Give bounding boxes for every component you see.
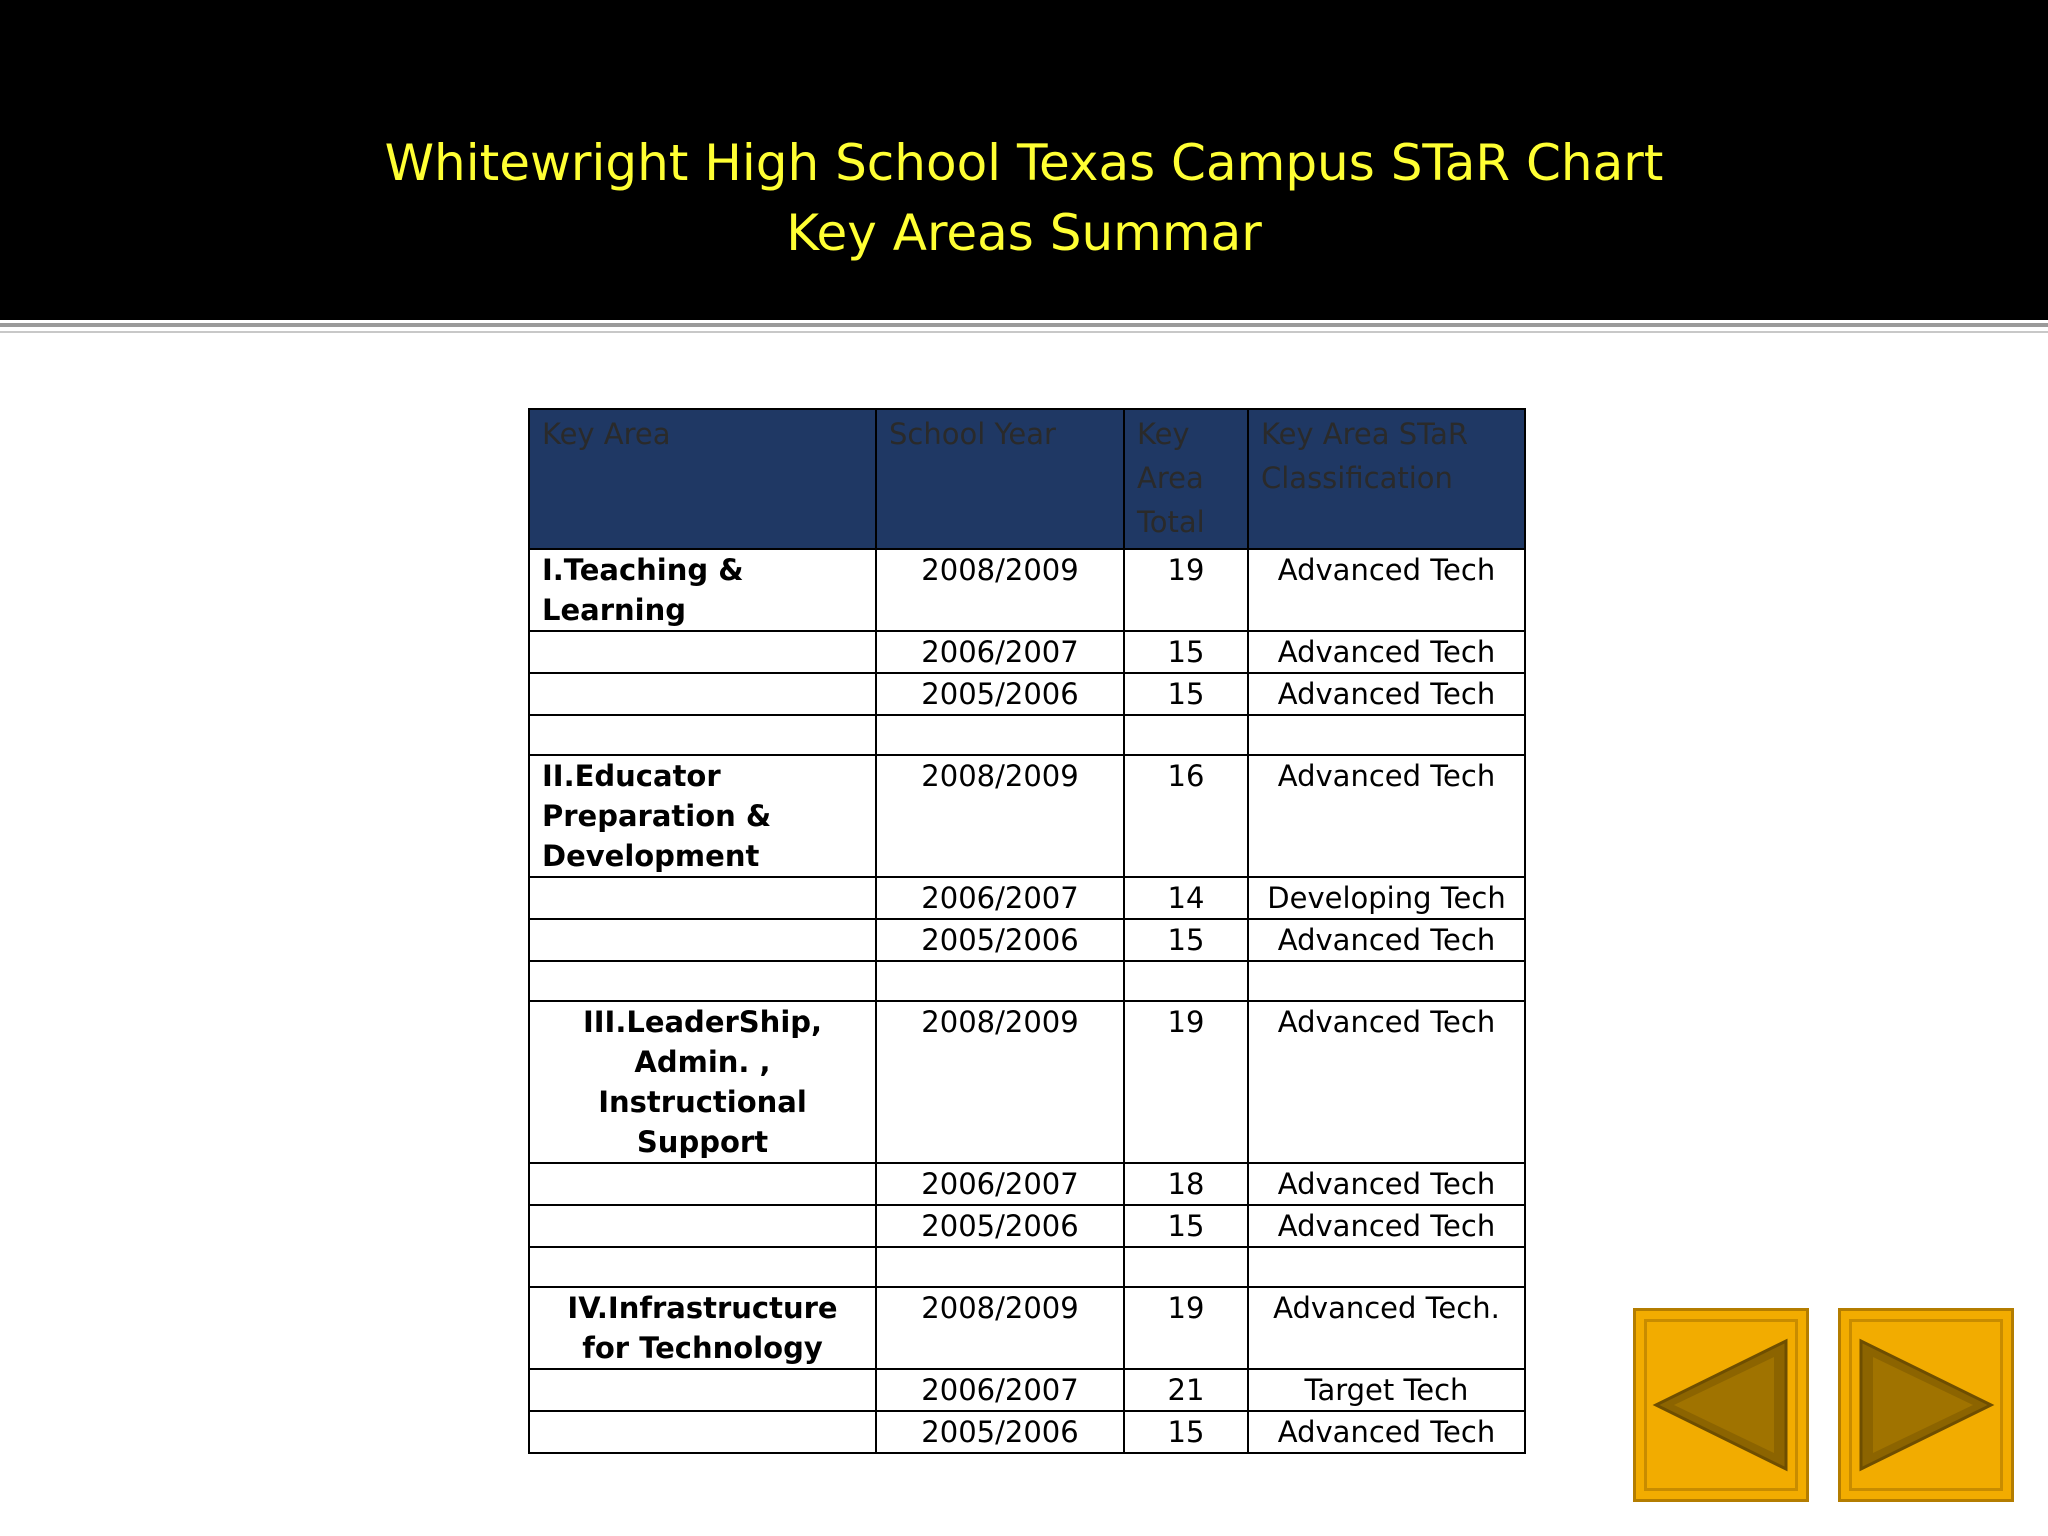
school-year-cell <box>876 715 1124 755</box>
header-key-area-total: Key Area Total <box>1124 409 1248 549</box>
key-area-cell <box>529 877 876 919</box>
school-year-cell: 2005/2006 <box>876 919 1124 961</box>
table-row <box>529 877 1525 919</box>
total-cell: 15 <box>1124 673 1248 715</box>
school-year-cell <box>876 961 1124 1001</box>
table-row <box>529 1411 1525 1453</box>
table-header-row <box>529 409 1525 549</box>
classification-cell: Advanced Tech. <box>1248 1287 1525 1369</box>
header-divider <box>0 323 2048 327</box>
right-arrow-icon <box>1841 1311 2011 1499</box>
school-year-cell: 2008/2009 <box>876 1001 1124 1163</box>
classification-cell <box>1248 1247 1525 1287</box>
star-chart-table <box>528 408 1526 1454</box>
school-year-cell: 2008/2009 <box>876 1287 1124 1369</box>
school-year-cell <box>876 1247 1124 1287</box>
classification-cell: Advanced Tech <box>1248 1001 1525 1163</box>
total-cell: 19 <box>1124 549 1248 631</box>
key-area-cell: II.Educator Preparation & Development <box>529 755 876 877</box>
next-slide-button[interactable] <box>1838 1308 2014 1502</box>
key-area-cell: I.Teaching & Learning <box>529 549 876 631</box>
key-area-cell <box>529 715 876 755</box>
classification-cell: Advanced Tech <box>1248 1163 1525 1205</box>
total-cell <box>1124 715 1248 755</box>
key-area-cell <box>529 919 876 961</box>
key-area-cell <box>529 673 876 715</box>
total-cell: 15 <box>1124 1205 1248 1247</box>
total-cell <box>1124 961 1248 1001</box>
table-row-spacer <box>529 961 1525 1001</box>
classification-cell: Advanced Tech <box>1248 919 1525 961</box>
header-divider-thin <box>0 331 2048 333</box>
key-area-cell <box>529 631 876 673</box>
previous-slide-button[interactable] <box>1633 1308 1809 1502</box>
total-cell: 15 <box>1124 1411 1248 1453</box>
total-cell: 19 <box>1124 1287 1248 1369</box>
key-area-cell <box>529 1163 876 1205</box>
key-area-cell: III.LeaderShip, Admin. , Instructional Support <box>529 1001 876 1163</box>
table-row <box>529 919 1525 961</box>
table-row <box>529 549 1525 631</box>
classification-cell: Advanced Tech <box>1248 549 1525 631</box>
table-row <box>529 1001 1525 1163</box>
classification-cell: Developing Tech <box>1248 877 1525 919</box>
header-key-area: Key Area <box>529 409 876 549</box>
table-row <box>529 1287 1525 1369</box>
table-row <box>529 673 1525 715</box>
left-arrow-icon <box>1636 1311 1806 1499</box>
total-cell: 18 <box>1124 1163 1248 1205</box>
table-row <box>529 755 1525 877</box>
key-area-cell <box>529 1369 876 1411</box>
total-cell: 14 <box>1124 877 1248 919</box>
key-area-cell: IV.Infrastructure for Technology <box>529 1287 876 1369</box>
classification-cell: Target Tech <box>1248 1369 1525 1411</box>
classification-cell: Advanced Tech <box>1248 631 1525 673</box>
total-cell: 15 <box>1124 919 1248 961</box>
school-year-cell: 2005/2006 <box>876 1205 1124 1247</box>
school-year-cell: 2005/2006 <box>876 1411 1124 1453</box>
classification-cell: Advanced Tech <box>1248 1205 1525 1247</box>
table-row <box>529 631 1525 673</box>
school-year-cell: 2006/2007 <box>876 1163 1124 1205</box>
classification-cell: Advanced Tech <box>1248 1411 1525 1453</box>
classification-cell <box>1248 715 1525 755</box>
table-row-spacer <box>529 715 1525 755</box>
title-line-1: Whitewright High School Texas Campus STaR Chart <box>384 134 1664 192</box>
key-area-cell <box>529 1411 876 1453</box>
total-cell <box>1124 1247 1248 1287</box>
total-cell: 21 <box>1124 1369 1248 1411</box>
key-area-cell <box>529 1247 876 1287</box>
school-year-cell: 2006/2007 <box>876 1369 1124 1411</box>
table-row <box>529 1163 1525 1205</box>
title-line-2: Key Areas Summar <box>786 204 1262 262</box>
table-row-spacer <box>529 1247 1525 1287</box>
school-year-cell: 2008/2009 <box>876 755 1124 877</box>
school-year-cell: 2008/2009 <box>876 549 1124 631</box>
school-year-cell: 2005/2006 <box>876 673 1124 715</box>
classification-cell <box>1248 961 1525 1001</box>
classification-cell: Advanced Tech <box>1248 755 1525 877</box>
key-area-cell <box>529 1205 876 1247</box>
header-classification: Key Area STaR Classification <box>1248 409 1525 549</box>
total-cell: 15 <box>1124 631 1248 673</box>
total-cell: 16 <box>1124 755 1248 877</box>
school-year-cell: 2006/2007 <box>876 631 1124 673</box>
header-school-year: School Year <box>876 409 1124 549</box>
table-row <box>529 1369 1525 1411</box>
total-cell: 19 <box>1124 1001 1248 1163</box>
classification-cell: Advanced Tech <box>1248 673 1525 715</box>
slide-title <box>0 128 2048 268</box>
key-area-cell <box>529 961 876 1001</box>
table-row <box>529 1205 1525 1247</box>
school-year-cell: 2006/2007 <box>876 877 1124 919</box>
